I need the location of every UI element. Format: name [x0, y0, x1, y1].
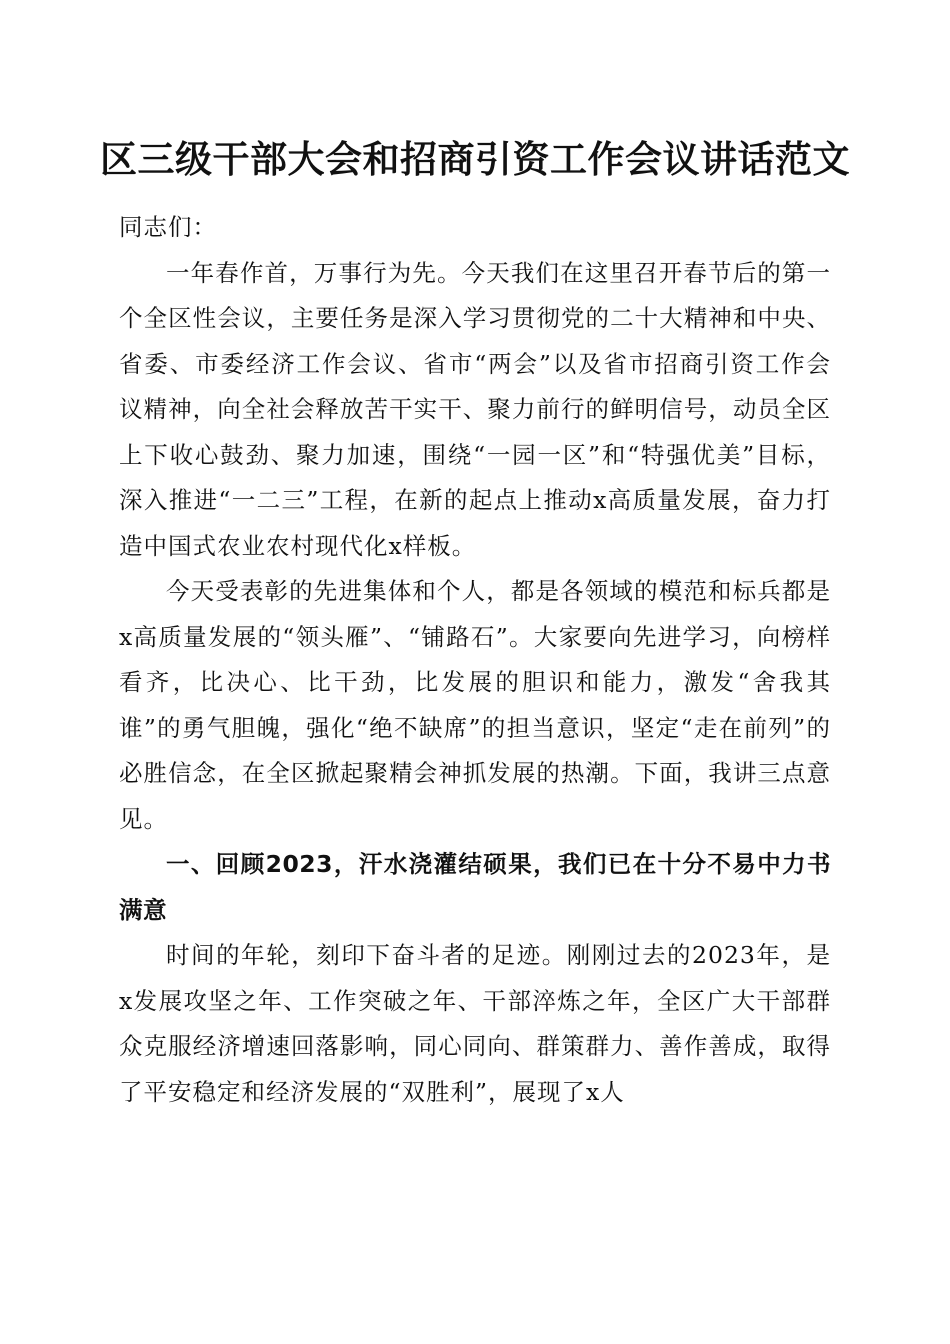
paragraph-review-2023: 时间的年轮，刻印下奋斗者的足迹。刚刚过去的2023年，是x发展攻坚之年、工作突破之年、干部淬炼之年，全区广大干部群众克服经济增速回落影响，同心同向、群策群力、善作善成，取得了平安稳定和经济发展的“双胜利”，展现了x人 [119, 941, 831, 1106]
document-body [119, 205, 831, 1115]
paragraph-commendation: 今天受表彰的先进集体和个人，都是各领域的模范和标兵都是x高质量发展的“领头雁”、“铺路石”。大家要向先进学习，向榜样看齐，比决心、比干劲，比发展的胆识和能力，激发“舍我其谁”的勇气胆魄，强化“绝不缺席”的担当意识，坚定“走在前列”的必胜信念，在全区掀起聚精会神抓发展的热潮。下面，我讲三点意见。 [119, 577, 831, 833]
document-title: 区三级干部大会和招商引资工作会议讲话范文 [100, 137, 850, 181]
paragraph-opening: 一年春作首，万事行为先。今天我们在这里召开春节后的第一个全区性会议，主要任务是深入学习贯彻党的二十大精神和中央、省委、市委经济工作会议、省市“两会”以及省市招商引资工作会议精神，向全社会释放苦干实干、聚力前行的鲜明信号，动员全区上下收心鼓劲、聚力加速，围绕“一园一区”和“特强优美”目标，深入推进“一二三”工程，在新的起点上推动x高质量发展，奋力打造中国式农业农村现代化x样板。 [119, 258, 831, 560]
salutation: 同志们： [119, 213, 217, 241]
section-heading-1: 一、回顾2023，汗水浇灌结硕果，我们已在十分不易中力书满意 [119, 850, 831, 924]
